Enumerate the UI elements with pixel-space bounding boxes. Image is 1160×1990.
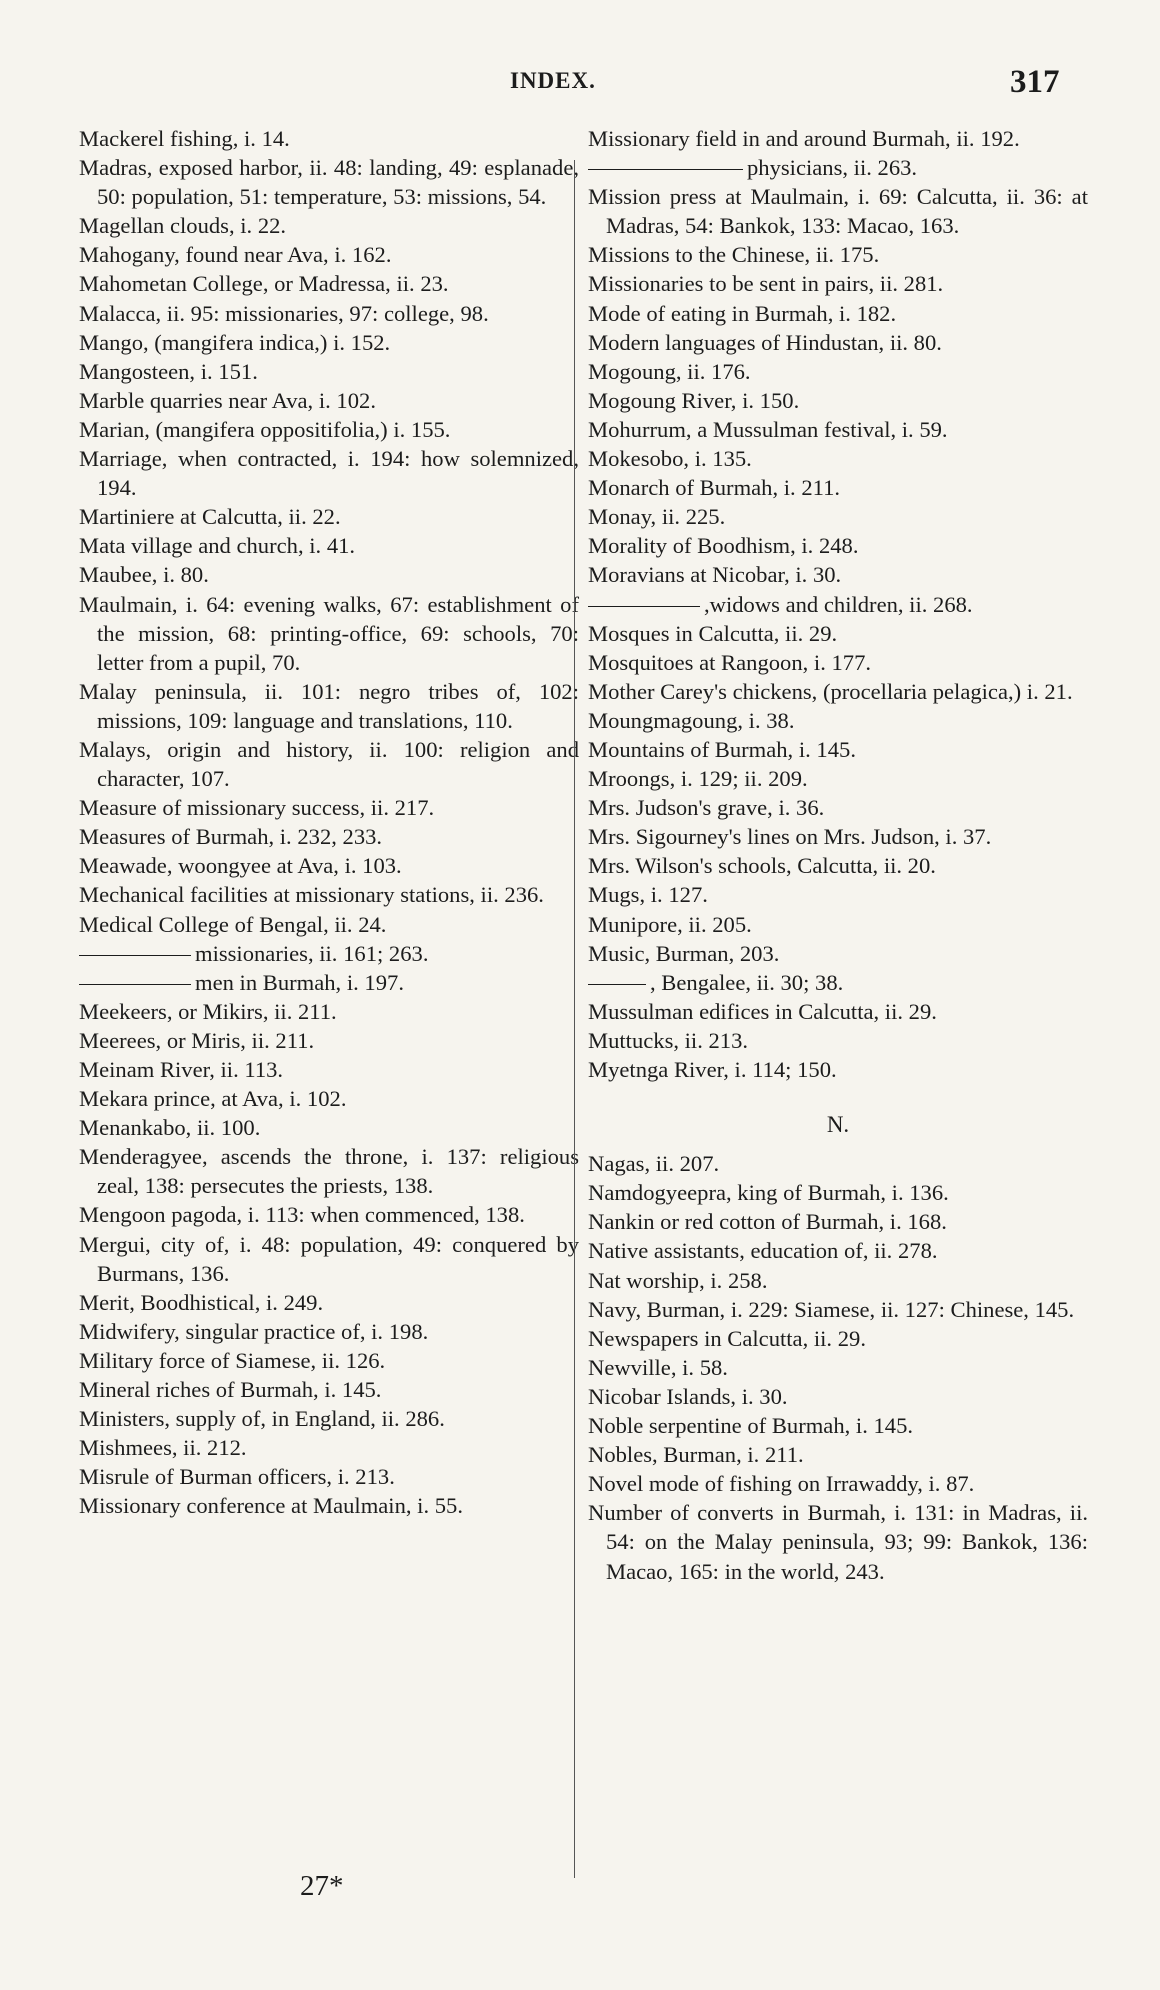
index-entry xyxy=(588,444,1088,473)
ditto-dash xyxy=(79,955,191,956)
entry-text: Mahogany, found near Ava, i. 162. xyxy=(79,242,392,268)
entry-text: Magellan clouds, i. 22. xyxy=(79,213,287,239)
index-entry xyxy=(79,1026,579,1055)
entry-text: Marian, (mangifera oppositifolia,) i. 155. xyxy=(79,416,451,442)
index-entry xyxy=(588,677,1088,706)
index-entry xyxy=(588,910,1088,939)
entry-text: , Bengalee, ii. 30; 38. xyxy=(650,969,844,995)
index-entry xyxy=(79,1346,579,1375)
index-entry xyxy=(588,182,1088,240)
entry-text: Missionary conference at Maulmain, i. 55. xyxy=(79,1493,463,1519)
index-entry xyxy=(79,415,579,444)
entry-text: Mode of eating in Burmah, i. 182. xyxy=(588,300,897,326)
index-entry xyxy=(79,822,579,851)
index-entry xyxy=(79,1317,579,1346)
entry-text: Measures of Burmah, i. 232, 233. xyxy=(79,824,383,850)
entry-text: Mengoon pagoda, i. 113: when commenced, 138. xyxy=(79,1202,525,1228)
entry-text: Mishmees, ii. 212. xyxy=(79,1435,247,1461)
entry-text: Missionaries to be sent in pairs, ii. 281. xyxy=(588,271,944,297)
entry-text: Morality of Boodhism, i. 248. xyxy=(588,533,859,559)
entry-text: Mrs. Judson's grave, i. 36. xyxy=(588,795,825,821)
entry-text: Menderagyee, ascends the throne, i. 137: religious zeal, 138: persecutes the priests, 138. xyxy=(79,1144,579,1199)
entry-text: Mother Carey's chickens, (procellaria pelagica,) i. 21. xyxy=(588,678,1073,704)
index-entry xyxy=(588,269,1088,298)
entry-text: Newspapers in Calcutta, ii. 29. xyxy=(588,1325,866,1351)
index-entry xyxy=(79,1491,579,1520)
entry-text: Mango, (mangifera indica,) i. 152. xyxy=(79,329,391,355)
index-entry xyxy=(588,735,1088,764)
entry-text: Muttucks, ii. 213. xyxy=(588,1027,749,1053)
right-column xyxy=(588,124,1088,1586)
entry-text: Misrule of Burman officers, i. 213. xyxy=(79,1464,395,1490)
entry-text: Moungmagoung, i. 38. xyxy=(588,707,795,733)
entry-text: Mountains of Burmah, i. 145. xyxy=(588,736,856,762)
entry-text: Moravians at Nicobar, i. 30. xyxy=(588,562,842,588)
entry-text: Mussulman edifices in Calcutta, ii. 29. xyxy=(588,998,937,1024)
entry-text: Mosquitoes at Rangoon, i. 177. xyxy=(588,649,872,675)
entry-text: Malacca, ii. 95: missionaries, 97: college, 98. xyxy=(79,300,489,326)
index-entry xyxy=(588,793,1088,822)
entry-text: Merit, Boodhistical, i. 249. xyxy=(79,1289,324,1315)
index-entry xyxy=(588,1440,1088,1469)
index-entry xyxy=(588,473,1088,502)
index-entry xyxy=(79,997,579,1026)
entry-text: Mission press at Maulmain, i. 69: Calcutta, ii. 36: at Madras, 54: Bankok, 133: Macao, 163. xyxy=(588,184,1088,239)
ditto-dash xyxy=(588,984,646,985)
entry-text: Newville, i. 58. xyxy=(588,1354,728,1380)
entry-text: Music, Burman, 203. xyxy=(588,940,780,966)
entry-text: Mata village and church, i. 41. xyxy=(79,533,356,559)
index-entry xyxy=(79,211,579,240)
entry-text: Nagas, ii. 207. xyxy=(588,1151,720,1177)
entry-text: Missions to the Chinese, ii. 175. xyxy=(588,242,880,268)
entry-text: Namdogyeepra, king of Burmah, i. 136. xyxy=(588,1180,949,1206)
entry-text: Native assistants, education of, ii. 278. xyxy=(588,1238,938,1264)
index-entry xyxy=(588,1382,1088,1411)
entry-text: Mangosteen, i. 151. xyxy=(79,358,258,384)
index-entry xyxy=(588,619,1088,648)
index-entry xyxy=(588,648,1088,677)
entry-text: Number of converts in Burmah, i. 131: in Madras, ii. 54: on the Malay peninsula, 93; 99: Bankok, 136: Macao, 165: in the world, 243. xyxy=(588,1500,1088,1584)
index-entry xyxy=(588,328,1088,357)
index-entry xyxy=(79,299,579,328)
entry-text: Mergui, city of, i. 48: population, 49: conquered by Burmans, 136. xyxy=(79,1231,579,1286)
entry-text: Medical College of Bengal, ii. 24. xyxy=(79,911,387,937)
index-entry xyxy=(79,968,579,997)
entry-text: Mahometan College, or Madressa, ii. 23. xyxy=(79,271,449,297)
index-entry xyxy=(79,269,579,298)
index-entry xyxy=(588,386,1088,415)
entry-text: Menankabo, ii. 100. xyxy=(79,1115,261,1141)
index-entry xyxy=(79,240,579,269)
entry-text: Mogoung River, i. 150. xyxy=(588,387,800,413)
index-entry xyxy=(79,735,579,793)
section-letter-n: N. xyxy=(826,1112,850,1138)
entry-text: Nat worship, i. 258. xyxy=(588,1267,768,1293)
index-entry xyxy=(79,444,579,502)
index-entry xyxy=(588,299,1088,328)
entry-text: Meekeers, or Mikirs, ii. 211. xyxy=(79,998,337,1024)
entry-text: Munipore, ii. 205. xyxy=(588,911,752,937)
entry-text: Maulmain, i. 64: evening walks, 67: establishment of the mission, 68: printing-office, 69: schools, 70: letter from a pupil, 70. xyxy=(79,591,579,675)
entry-text: Mineral riches of Burmah, i. 145. xyxy=(79,1377,382,1403)
index-entry xyxy=(79,124,579,153)
index-entry xyxy=(79,1375,579,1404)
entry-text: physicians, ii. 263. xyxy=(747,155,918,181)
index-entry xyxy=(588,997,1088,1026)
entry-text: Marble quarries near Ava, i. 102. xyxy=(79,387,376,413)
index-entry xyxy=(79,1404,579,1433)
entry-text: Mogoung, ii. 176. xyxy=(588,358,751,384)
index-entry xyxy=(588,1324,1088,1353)
ditto-dash xyxy=(79,984,191,985)
index-entry xyxy=(588,1411,1088,1440)
entry-text: Mroongs, i. 129; ii. 209. xyxy=(588,766,808,792)
entry-text: Ministers, supply of, in England, ii. 286. xyxy=(79,1406,445,1432)
index-entry xyxy=(79,590,579,677)
entry-text: Monay, ii. 225. xyxy=(588,504,726,530)
entry-text: Mohurrum, a Mussulman festival, i. 59. xyxy=(588,416,948,442)
entry-text: Nobles, Burman, i. 211. xyxy=(588,1442,804,1468)
index-entry xyxy=(588,1295,1088,1324)
entry-text: Monarch of Burmah, i. 211. xyxy=(588,475,841,501)
index-entry xyxy=(588,822,1088,851)
entry-text: Modern languages of Hindustan, ii. 80. xyxy=(588,329,942,355)
entry-text: Missionary field in and around Burmah, ii. 192. xyxy=(588,126,1020,151)
index-entry xyxy=(588,415,1088,444)
index-entry xyxy=(588,939,1088,968)
index-entry xyxy=(588,1469,1088,1498)
column-divider xyxy=(574,160,575,1878)
index-entry xyxy=(79,153,579,211)
index-entry xyxy=(79,939,579,968)
entry-text: Military force of Siamese, ii. 126. xyxy=(79,1347,386,1373)
index-entry xyxy=(588,560,1088,589)
index-entry xyxy=(588,502,1088,531)
index-entry xyxy=(79,560,579,589)
entry-text: Noble serpentine of Burmah, i. 145. xyxy=(588,1413,914,1439)
index-entry xyxy=(588,1149,1088,1178)
left-column xyxy=(79,124,579,1521)
page-header xyxy=(0,64,1160,108)
index-entry xyxy=(79,357,579,386)
index-entry xyxy=(588,1207,1088,1236)
entry-text: Midwifery, singular practice of, i. 198. xyxy=(79,1318,429,1344)
index-entry xyxy=(79,880,579,909)
entry-text: Meinam River, ii. 113. xyxy=(79,1057,284,1082)
index-entry xyxy=(79,677,579,735)
entry-text: Measure of missionary success, ii. 217. xyxy=(79,795,435,821)
index-entry xyxy=(79,1055,579,1084)
ditto-dash xyxy=(588,169,743,170)
index-entry xyxy=(79,1230,579,1288)
index-entry xyxy=(588,1353,1088,1382)
index-entry xyxy=(79,1142,579,1200)
index-entry xyxy=(588,1498,1088,1585)
entry-text: Novel mode of fishing on Irrawaddy, i. 87. xyxy=(588,1471,975,1497)
entry-text: Mackerel fishing, i. 14. xyxy=(79,126,290,151)
index-entry xyxy=(588,1055,1088,1084)
entry-text: Mokesobo, i. 135. xyxy=(588,446,752,472)
index-entry xyxy=(588,1266,1088,1295)
index-entry xyxy=(79,1084,579,1113)
right-column-n-entries xyxy=(588,1149,1088,1585)
index-entry xyxy=(588,1026,1088,1055)
index-entry xyxy=(588,851,1088,880)
entry-text: Nankin or red cotton of Burmah, i. 168. xyxy=(588,1209,947,1235)
index-entry xyxy=(588,880,1088,909)
index-entry xyxy=(588,531,1088,560)
index-entry xyxy=(588,153,1088,182)
index-entry xyxy=(79,851,579,880)
index-entry xyxy=(79,910,579,939)
entry-text: Meerees, or Miris, ii. 211. xyxy=(79,1027,315,1053)
index-entry xyxy=(588,124,1088,153)
entry-text: Navy, Burman, i. 229: Siamese, ii. 127: Chinese, 145. xyxy=(588,1296,1075,1322)
entry-text: Malays, origin and history, ii. 100: religion and character, 107. xyxy=(79,736,579,792)
entry-text: Myetnga River, i. 114; 150. xyxy=(588,1057,837,1082)
entry-text: Marriage, when contracted, i. 194: how solemnized, 194. xyxy=(79,446,579,501)
index-entry xyxy=(588,590,1088,619)
entry-text: missionaries, ii. 161; 263. xyxy=(195,940,429,966)
running-head: INDEX. xyxy=(510,68,596,93)
index-entry xyxy=(79,531,579,560)
ditto-dash xyxy=(588,606,700,607)
signature-mark: 27* xyxy=(300,1870,344,1902)
entry-text: Maubee, i. 80. xyxy=(79,562,209,588)
index-entry xyxy=(588,357,1088,386)
entry-text: Meawade, woongyee at Ava, i. 103. xyxy=(79,853,402,879)
entry-text: Mrs. Sigourney's lines on Mrs. Judson, i. 37. xyxy=(588,824,992,850)
right-column-m-entries xyxy=(588,124,1088,1084)
index-entry xyxy=(588,706,1088,735)
entry-text: men in Burmah, i. 197. xyxy=(195,969,404,995)
index-entry xyxy=(588,1236,1088,1265)
index-entry xyxy=(79,386,579,415)
entry-text: Nicobar Islands, i. 30. xyxy=(588,1383,788,1409)
index-entry xyxy=(79,1433,579,1462)
index-entry xyxy=(79,328,579,357)
entry-text: Mrs. Wilson's schools, Calcutta, ii. 20. xyxy=(588,853,936,879)
index-entry xyxy=(79,1113,579,1142)
index-entry xyxy=(79,1462,579,1491)
index-entry xyxy=(588,240,1088,269)
entry-text: ,widows and children, ii. 268. xyxy=(704,591,973,617)
entry-text: Madras, exposed harbor, ii. 48: landing, 49: esplanade, 50: population, 51: temperature, 53: missions, 54. xyxy=(79,155,579,210)
index-entry xyxy=(79,1288,579,1317)
entry-text: Martiniere at Calcutta, ii. 22. xyxy=(79,504,341,530)
index-entry xyxy=(79,1200,579,1229)
entry-text: Mosques in Calcutta, ii. 29. xyxy=(588,620,838,646)
index-entry xyxy=(79,793,579,822)
entry-text: Mechanical facilities at missionary stations, ii. 236. xyxy=(79,882,544,908)
page-number: 317 xyxy=(1010,64,1060,100)
index-entry xyxy=(79,502,579,531)
index-entry xyxy=(588,1178,1088,1207)
index-entry xyxy=(588,764,1088,793)
entry-text: Mekara prince, at Ava, i. 102. xyxy=(79,1086,347,1112)
entry-text: Mugs, i. 127. xyxy=(588,882,708,908)
entry-text: Malay peninsula, ii. 101: negro tribes of, 102: missions, 109: language and translations, 110. xyxy=(79,678,579,733)
index-entry xyxy=(588,968,1088,997)
